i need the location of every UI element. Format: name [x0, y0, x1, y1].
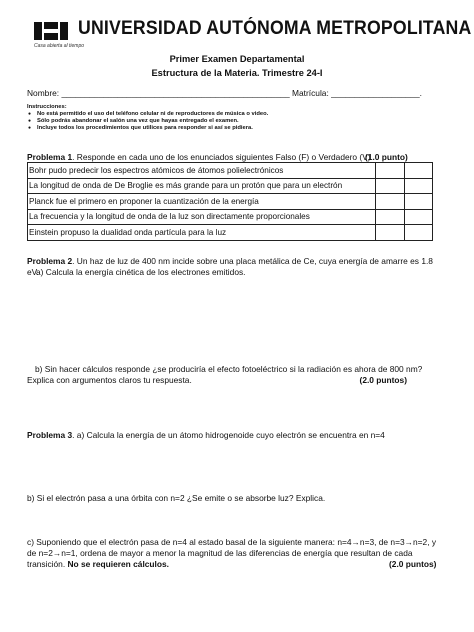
answer-box[interactable]: [376, 225, 404, 241]
problem2-points: (2.0 puntos): [359, 375, 407, 385]
problem3-points: (2.0 puntos): [389, 559, 437, 569]
university-name: UNIVERSIDAD AUTÓNOMA METROPOLITANA: [78, 18, 472, 39]
table-row: [28, 225, 433, 241]
problem1-points: (1.0 punto): [365, 152, 408, 162]
table-row: [28, 194, 433, 210]
answer-box[interactable]: [404, 209, 432, 225]
table-row: [28, 163, 433, 179]
uam-logo-icon: [34, 22, 68, 40]
statement-cell: Einstein propuso la dualidad onda partícula para la luz: [28, 225, 376, 241]
instructions: [27, 104, 268, 132]
answer-box[interactable]: [376, 178, 404, 194]
problem1-heading: [27, 152, 407, 162]
problem2-part-b: [27, 364, 447, 386]
exam-title: Primer Examen Departamental: [169, 54, 305, 64]
name-field[interactable]: _________________________________________________: [61, 88, 290, 98]
student-info-line: [27, 88, 422, 98]
true-false-table: [27, 162, 433, 241]
university-motto: Casa abierta al tiempo: [34, 43, 85, 49]
exam-subtitle: Estructura de la Materia. Trimestre 24-I: [151, 68, 323, 78]
statement-cell: La longitud de onda de De Broglie es más grande para un protón que para un electrón: [28, 178, 376, 194]
instruction-item: ● Sólo podrás abandonar el salón una vez que hayas entregado el examen.: [37, 118, 268, 124]
statement-cell: Planck fue el primero en proponer la cuantización de la energía: [28, 194, 376, 210]
instructions-heading: Instrucciones:: [27, 104, 67, 110]
answer-box[interactable]: [376, 163, 404, 179]
problem3-part-a-text: . a) Calcula la energía de un átomo hidrogenoide cuyo electrón se encuentra en n=4: [72, 430, 385, 440]
problem1-label: Problema 1: [27, 152, 73, 162]
problem3-part-c-text: c) Suponiendo que el electrón pasa de n=4 al estado basal de la siguiente manera: n=4→n=3, de n=3→n=2, y de n=2→n=1, ordena de mayor a menor la magnitud de las diferencias de energía que resultan de cada transición.: [27, 537, 437, 569]
instruction-item: ● No está permitido el uso del teléfono celular ni de reproductores de música o video.: [37, 111, 268, 117]
problem2-part-b-text: b) Sin hacer cálculos responde ¿se produciría el efecto fotoeléctrico si la radiación es ahora de 800 nm? Explica con argumentos claros tu respuesta.: [27, 364, 423, 385]
instruction-item: ● Incluye todos los procedimientos que utilices para responder si así se pidiera.: [37, 125, 268, 131]
answer-box[interactable]: [404, 225, 432, 241]
statement-cell: Bohr pudo predecir los espectros atómicos de átomos polielectrónicos: [28, 163, 376, 179]
problem3-part-b: b) Si el electrón pasa a una órbita con n=2 ¿Se emite o se absorbe luz? Explica.: [27, 493, 326, 503]
table-row: [28, 209, 433, 225]
problem3-label: Problema 3: [27, 430, 73, 440]
problem2-label: Problema 2: [27, 256, 73, 266]
problem2-part-a: a) Calcula la energía cinética de los electrones emitidos.: [36, 267, 246, 277]
name-label: Nombre:: [27, 88, 60, 98]
page-header: [34, 18, 472, 52]
answer-box[interactable]: [404, 194, 432, 210]
answer-box[interactable]: [404, 163, 432, 179]
problem2-text: . Un haz de luz de 400 nm incide sobre una placa metálica de Ce, cuya energía de amarre es 1.8 eV.: [27, 256, 433, 277]
matricula-field[interactable]: ___________________.: [331, 88, 422, 98]
problem1-text: . Responde en cada uno de los enunciados siguientes Falso (F) o Verdadero (V): [72, 152, 371, 162]
statement-cell: La frecuencia y la longitud de onda de la luz son directamente proporcionales: [28, 209, 376, 225]
answer-box[interactable]: [376, 209, 404, 225]
matricula-label: Matrícula:: [292, 88, 329, 98]
answer-box[interactable]: [404, 178, 432, 194]
table-row: [28, 178, 433, 194]
problem3-part-c-note: No se requieren cálculos.: [67, 559, 169, 569]
problem3-part-c: [27, 537, 441, 570]
problem3-part-a: [27, 430, 385, 440]
answer-box[interactable]: [376, 194, 404, 210]
